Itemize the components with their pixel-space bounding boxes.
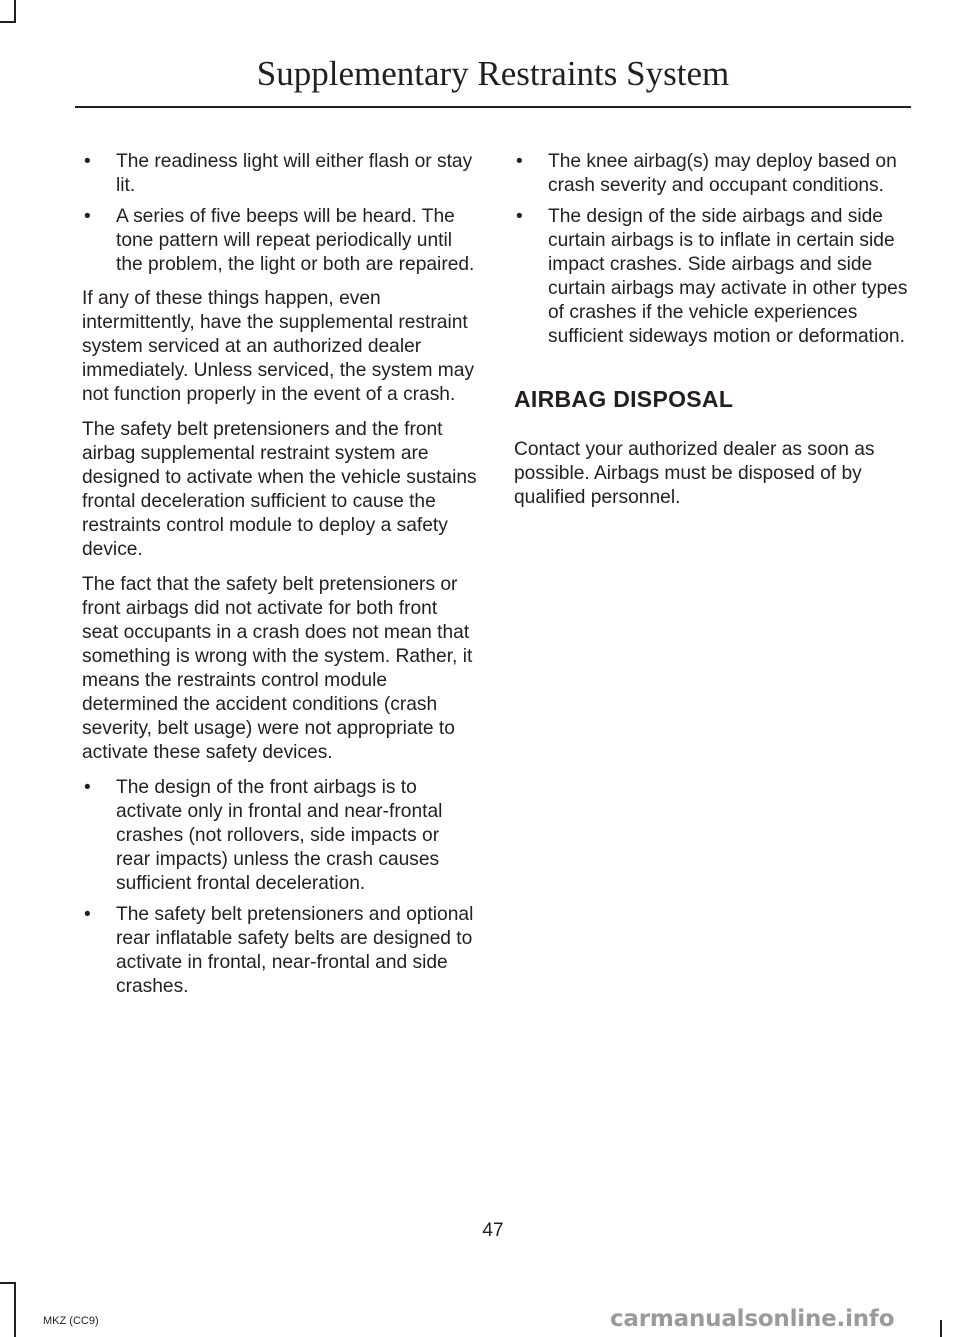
list-item: • The design of the front airbags is to activate only in frontal and near-frontal crashes (not rollovers, side impacts or rear impacts) unless the crash causes sufficient frontal deceleration. [84,777,443,894]
bullet-icon: • [516,151,523,172]
paragraph: If any of these things happen, even intermittently, have the supplemental restraint system serviced at an authorized dealer immediately. Unless serviced, the system may not function properly in the event of a crash. [82,288,475,405]
bullet-icon: • [84,206,91,227]
page-number: 47 [482,1220,504,1241]
bullet-icon: • [84,777,91,798]
bullet-list-top [82,150,477,277]
left-column [82,150,477,1006]
paragraph: The safety belt pretensioners and the front airbag supplemental restraint system are designed to activate when the vehicle sustains frontal deceleration sufficient to cause the restraints control module to deploy a safety device. [82,419,477,560]
list-item: • The safety belt pretensioners and optional rear inflatable safety belts are designed to activate in frontal, near-frontal and side crashes. [84,904,474,997]
header-rule [75,106,911,108]
paragraph: Contact your authorized dealer as soon as possible. Airbags must be disposed of by qualified personnel. [514,439,875,508]
list-item: • The knee airbag(s) may deploy based on crash severity and occupant conditions. [516,151,897,196]
model-code: MKZ (CC9) [43,1315,99,1327]
bullet-icon: • [516,206,523,227]
list-item: • A series of five beeps will be heard. The tone pattern will repeat periodically until the problem, the light or both are repaired. [84,206,475,275]
paragraph: The fact that the safety belt pretensioners or front airbags did not activate for both front seat occupants in a crash does not mean that something is wrong with the system. Rather, it means the restraints control module determined the accident conditions (crash severity, belt usage) were not appropriate to activate these safety devices. [82,574,473,763]
right-column [514,150,910,521]
crop-mark-bottom-left-h [0,1282,16,1284]
bullet-icon: • [84,151,91,172]
page-title: Supplementary Restraints System [256,54,730,93]
list-item: • The design of the side airbags and side curtain airbags is to inflate in certain side impact crashes. Side airbags and side curtain airbags may activate in other types of crashes if the vehicle experiences sufficient sideways motion or deformation. [516,206,908,347]
watermark: carmanualsonline.info [610,1306,895,1332]
crop-mark-bottom-right-v [940,1320,942,1337]
crop-mark-bottom-left-v [14,1282,16,1337]
section-heading: AIRBAG DISPOSAL [514,386,734,412]
bullet-icon: • [84,904,91,925]
bullet-list-bottom [82,776,477,999]
bullet-list-right [514,150,910,349]
list-item: • The readiness light will either flash or stay lit. [84,151,473,196]
crop-mark-top-left-h [0,21,16,23]
crop-mark-top-left-v [14,0,16,22]
